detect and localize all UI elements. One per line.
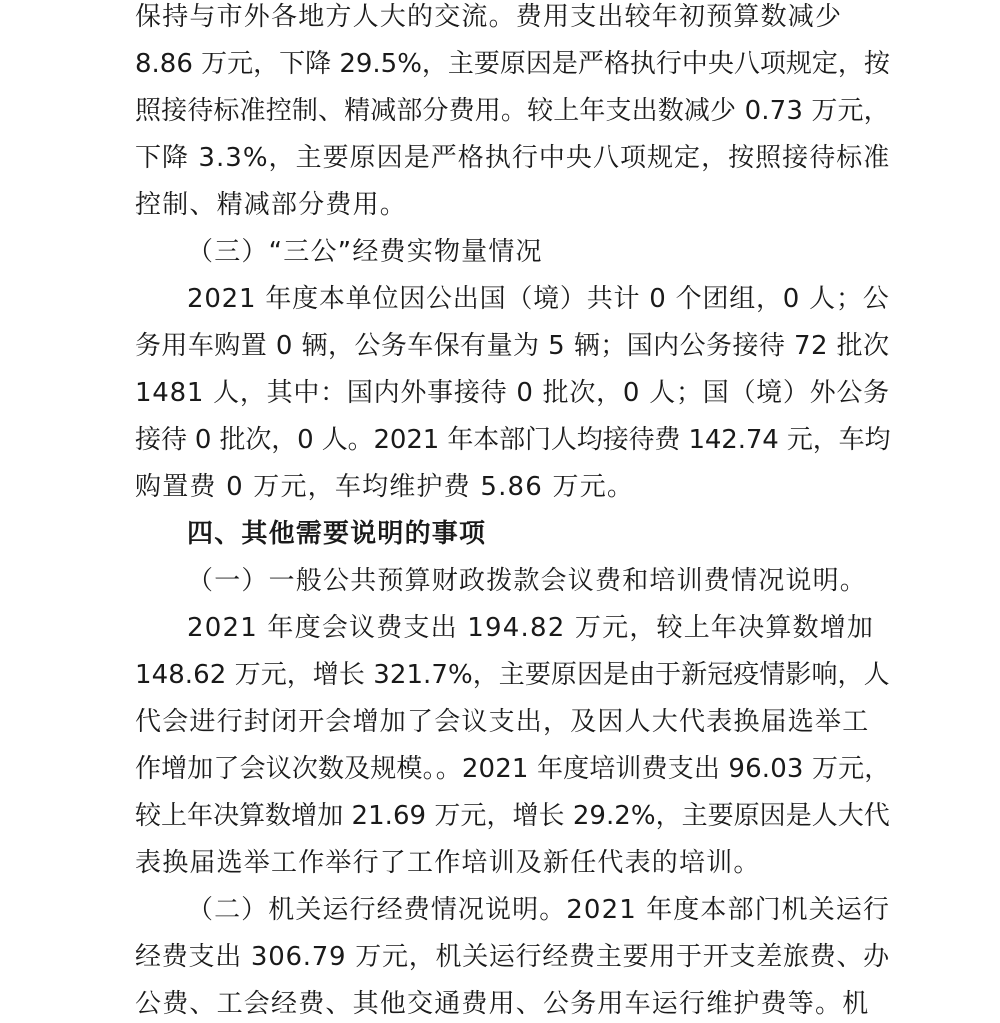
section-subheading: （二）机关运行经费情况说明。2021 年度本部门机关运行	[187, 895, 891, 925]
text-line: 148.62 万元，增长 321.7%，主要原因是由于新冠疫情影响，人	[135, 660, 890, 690]
text-line: 经费支出 306.79 万元，机关运行经费主要用于开支差旅费、办	[135, 942, 890, 972]
text-line: 保持与市外各地方人大的交流。费用支出较年初预算数减少	[135, 2, 843, 32]
text-line: 作增加了会议次数及规模。。2021 年度培训费支出 96.03 万元，	[135, 754, 891, 784]
text-line: 2021 年度本单位因公出国（境）共计 0 个团组，0 人；公	[187, 284, 890, 314]
section-subheading: （一）一般公共预算财政拨款会议费和培训费情况说明。	[187, 566, 868, 596]
text-line: 下降 3.3%，主要原因是严格执行中央八项规定，按照接待标准	[135, 143, 891, 173]
section-heading: 四、其他需要说明的事项	[187, 519, 487, 549]
text-line: 1481 人，其中：国内外事接待 0 批次，0 人；国（境）外公务	[135, 378, 890, 408]
text-line: 公费、工会经费、其他交通费用、公务用车运行维护费等。机	[135, 989, 870, 1019]
section-subheading: （三）“三公”经费实物量情况	[187, 237, 543, 267]
text-line: 8.86 万元，下降 29.5%，主要原因是严格执行中央八项规定，按	[135, 49, 890, 79]
text-line: 控制、精减部分费用。	[135, 190, 408, 220]
text-line: 代会进行封闭开会增加了会议支出，及因人大代表换届选举工	[135, 707, 870, 737]
text-line: 务用车购置 0 辆，公务车保有量为 5 辆；国内公务接待 72 批次	[135, 331, 890, 361]
text-line: 购置费 0 万元，车均维护费 5.86 万元。	[135, 472, 635, 502]
text-line: 接待 0 批次，0 人。2021 年本部门人均接待费 142.74 元，车均	[135, 425, 891, 455]
text-line: 较上年决算数增加 21.69 万元，增长 29.2%，主要原因是人大代	[135, 801, 890, 831]
text-line: 2021 年度会议费支出 194.82 万元，较上年决算数增加	[187, 613, 875, 643]
text-line: 照接待标准控制、精减部分费用。较上年支出数减少 0.73 万元，	[135, 96, 890, 126]
text-line: 表换届选举工作举行了工作培训及新任代表的培训。	[135, 848, 761, 878]
